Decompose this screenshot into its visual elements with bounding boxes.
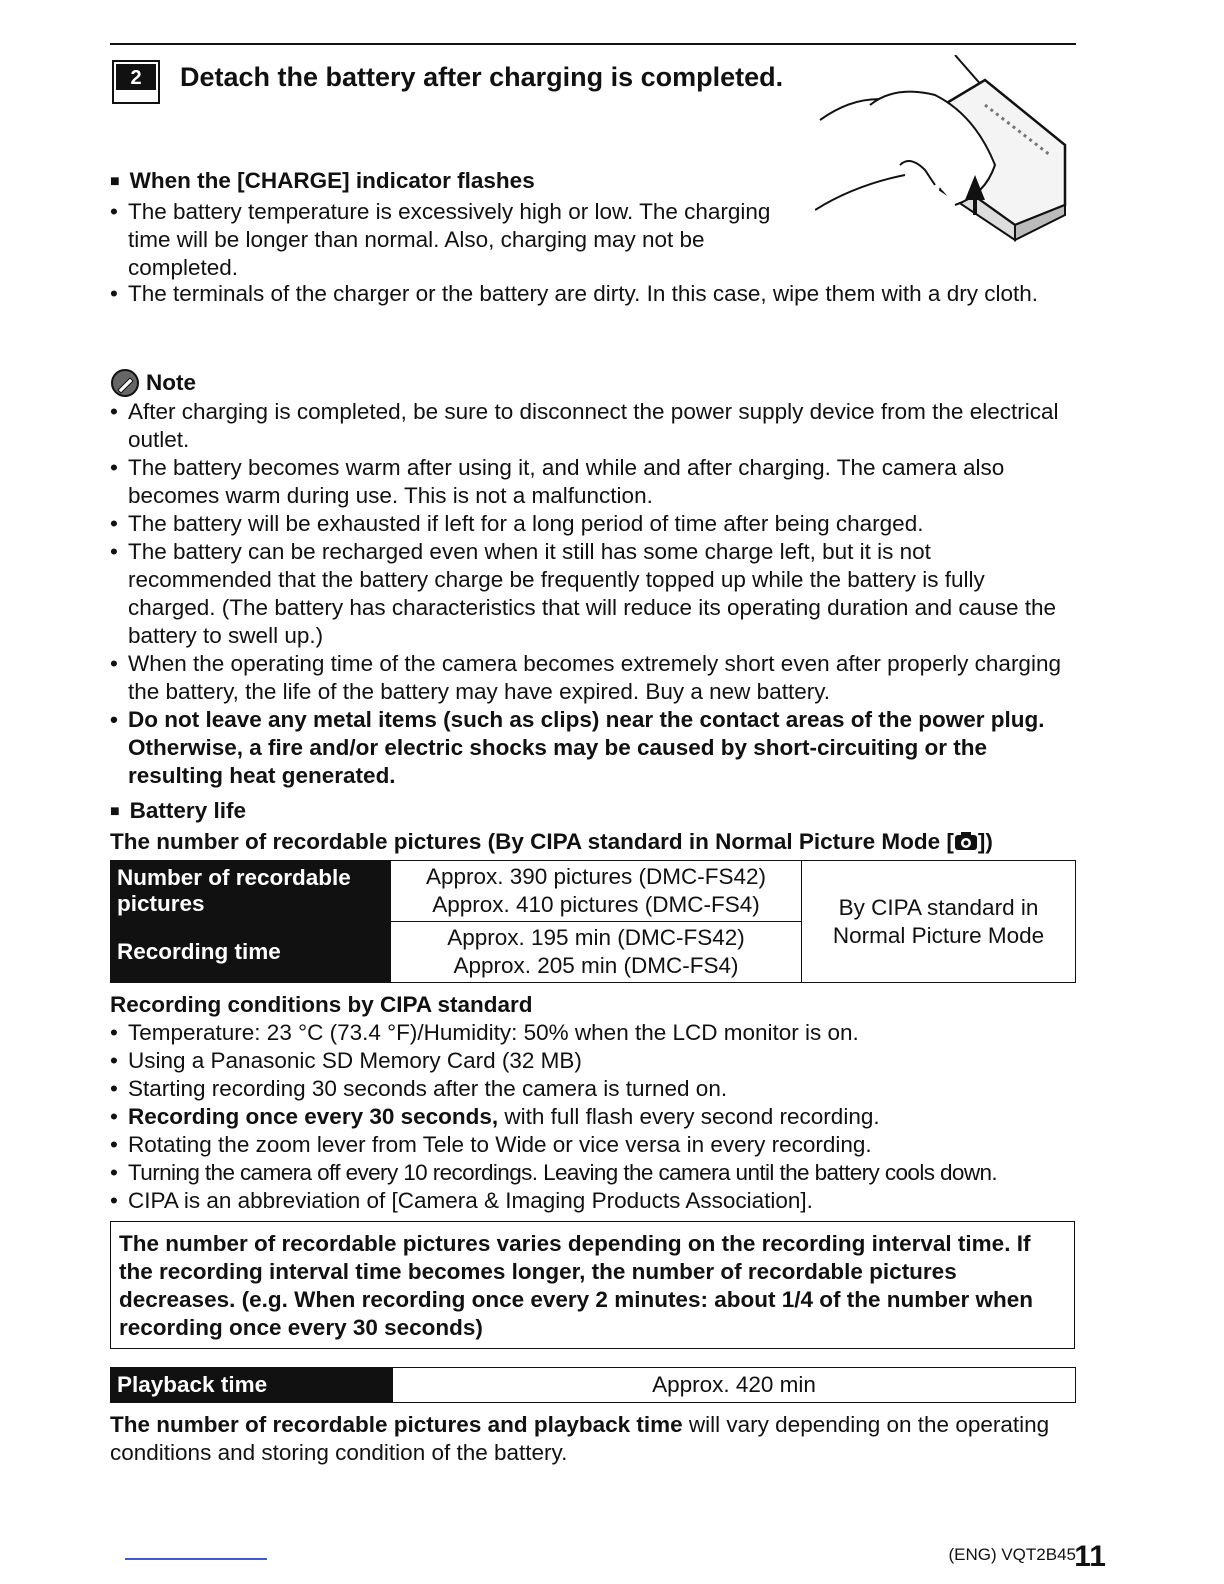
subheading-text: The number of recordable pictures (By CIPA standard in Normal Picture Mode [	[110, 829, 954, 854]
list-item: • Using a Panasonic SD Memory Card (32 MB)	[110, 1047, 1090, 1075]
list-item: • After charging is completed, be sure to disconnect the power supply device from the electrical outlet.	[110, 398, 1076, 454]
page-code: (ENG) VQT2B45	[948, 1545, 1076, 1564]
list-item: • Do not leave any metal items (such as clips) near the contact areas of the power plug. Otherwise, a fire and/or electric shocks may be caused by short-circuiting or the resulting heat generated.	[110, 706, 1076, 790]
svg-text:2: 2	[130, 67, 142, 89]
footer-rest: will vary depending on the operating conditions and storing condition of the battery.	[110, 1412, 1050, 1465]
footer-note	[110, 1411, 1076, 1467]
conditions-list	[110, 1019, 1090, 1215]
recording-interval-note: The number of recordable pictures varies depending on the recording interval time. If the recording interval time becomes longer, the number of recordable pictures decreases. (e.g. When recording once every 2 minutes: about 1/4 of the number when recording once every 30 seconds)	[110, 1221, 1075, 1349]
charge-flash-heading: ■ When the [CHARGE] indicator flashes	[110, 167, 800, 198]
playback-label: Playback time	[111, 1368, 391, 1402]
list-item: • Turning the camera off every 10 recordings. Leaving the camera until the battery cools down.	[110, 1159, 1090, 1187]
list-item: • When the operating time of the camera becomes extremely short even after properly charging the battery, the life of the battery may have expired. Buy a new battery.	[110, 650, 1076, 706]
list-item: • Rotating the zoom lever from Tele to Wide or vice versa in every recording.	[110, 1131, 1090, 1159]
list-item: • The battery will be exhausted if left for a long period of time after being charged.	[110, 510, 1076, 538]
subheading-text-end: ])	[977, 829, 993, 854]
battery-life-section	[110, 797, 1090, 856]
conditions-heading: Recording conditions by CIPA standard	[110, 992, 533, 1017]
list-item: • The terminals of the charger or the battery are dirty. In this case, wipe them with a dry cloth.	[110, 280, 1076, 308]
value-line: Approx. 205 min (DMC-FS4)	[453, 953, 739, 978]
charge-flash-section	[110, 167, 800, 282]
battery-life-subheading	[110, 828, 1090, 856]
battery-life-heading: ■ Battery life	[110, 797, 1090, 828]
table-header-pictures: Number of recordable pictures	[111, 861, 391, 922]
list-item: • The battery becomes warm after using it, and while and after charging. The camera also becomes warm during use. This is not a malfunction.	[110, 454, 1076, 510]
top-rule	[110, 43, 1076, 45]
list-item	[110, 1103, 1090, 1131]
note-heading: Note	[146, 370, 196, 395]
table-cell-pictures	[391, 861, 802, 922]
footer-bold: The number of recordable pictures and playback time	[110, 1412, 683, 1437]
list-item: • Starting recording 30 seconds after the camera is turned on.	[110, 1075, 1090, 1103]
step-title: Detach the battery after charging is completed.	[180, 62, 784, 92]
list-item: • The battery temperature is excessively high or low. The charging time will be longer than normal. Also, charging may not be completed.	[110, 198, 800, 282]
table-header-recording-time: Recording time	[111, 922, 391, 983]
playback-time-table	[110, 1367, 1076, 1403]
list-item: • CIPA is an abbreviation of [Camera & Imaging Products Association].	[110, 1187, 1090, 1215]
charge-flash-section-2	[110, 280, 1076, 308]
value-line: Approx. 410 pictures (DMC-FS4)	[432, 892, 760, 917]
table-side-note: By CIPA standard in Normal Picture Mode	[802, 861, 1076, 983]
note-list	[110, 398, 1076, 790]
step-2-icon	[112, 60, 160, 104]
conditions-section	[110, 991, 1090, 1215]
value-line: Approx. 195 min (DMC-FS42)	[447, 925, 745, 950]
item-rest: with full flash every second recording.	[498, 1104, 880, 1129]
playback-value: Approx. 420 min	[391, 1368, 1075, 1402]
battery-life-table	[110, 860, 1076, 983]
note-section	[110, 368, 1076, 790]
table-cell-recording-time	[391, 922, 802, 983]
charge-flash-list	[110, 198, 800, 282]
list-item: • Temperature: 23 °C (73.4 °F)/Humidity: 50% when the LCD monitor is on.	[110, 1019, 1090, 1047]
bold-lead: Recording once every 30 seconds,	[128, 1104, 499, 1129]
charge-flash-list-2	[110, 280, 1076, 308]
note-header	[110, 368, 1076, 398]
list-item: • The battery can be recharged even when it still has some charge left, but it is not recommended that the battery charge be frequently topped up while the battery is fully charged. (The battery has characteristics that will reduce its operating duration and cause the battery to swell up.)	[110, 538, 1076, 650]
battery-charger-illustration	[815, 55, 1075, 245]
value-line: Approx. 390 pictures (DMC-FS42)	[425, 864, 767, 889]
bottom-rule	[125, 1558, 267, 1560]
pencil-note-icon	[110, 368, 140, 398]
page-number: 11	[1074, 1540, 1106, 1573]
camera-mode-icon	[954, 831, 978, 851]
